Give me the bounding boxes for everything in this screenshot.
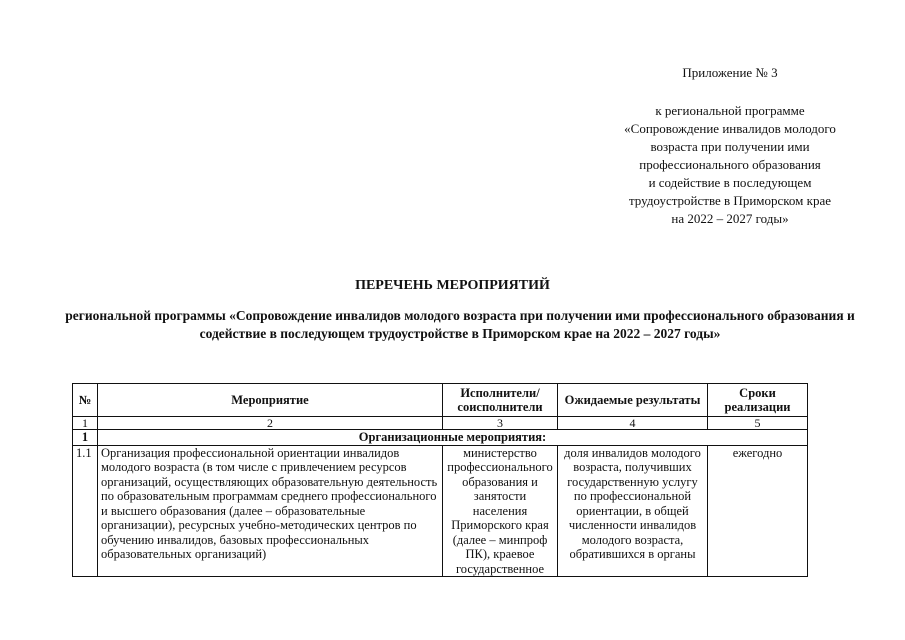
row-number: 1.1 [73, 445, 98, 577]
document-title: ПЕРЕЧЕНЬ МЕРОПРИЯТИЙ [355, 278, 550, 293]
column-number: 1 [73, 417, 98, 430]
column-number: 5 [708, 417, 808, 430]
appendix-number: Приложение № 3 [682, 65, 778, 80]
appendix-line: «Сопровождение инвалидов молодого [624, 121, 836, 136]
row-executors: министерство профессионального образования и занятости населения Приморского края (далее – минпроф ПК), краевое государственное [443, 445, 558, 577]
activities-table [72, 383, 808, 577]
appendix-line: возраста при получении ими [650, 139, 810, 154]
section-number: 1 [73, 430, 98, 446]
row-activity: Организация профессиональной ориентации инвалидов молодого возраста (в том числе с привлечением ресурсов организаций, осуществляющих образовательную деятельность по образовательным программам среднего профессионального и высшего образования (далее – образовательные организации), ресурсных учебно-методических центров по обучению инвалидов, базовых профессиональных образовательных организаций) [98, 445, 443, 577]
column-number: 4 [558, 417, 708, 430]
header-results: Ожидаемые результаты [558, 384, 708, 417]
header-executors: Исполнители/ соисполнители [443, 384, 558, 417]
document-subtitle: региональной программы «Сопровождение инвалидов молодого возраста при получении ими профессионального образования и содействие в последующем трудоустройстве в Приморском крае на 2022 – 2027 годы» [65, 308, 855, 341]
column-number: 3 [443, 417, 558, 430]
header-activity: Мероприятие [98, 384, 443, 417]
appendix-line: профессионального образования [639, 157, 821, 172]
header-number: № [73, 384, 98, 417]
appendix-block [585, 64, 875, 228]
row-results: доля инвалидов молодого возраста, получивших государственную услугу по профессиональной ориентации, в общей численности инвалидов молодого возраста, обратившихся в органы [558, 445, 708, 577]
appendix-line: к региональной программе [655, 103, 805, 118]
section-row [73, 430, 808, 446]
table-row [73, 445, 808, 577]
appendix-line: на 2022 – 2027 годы» [671, 211, 789, 226]
appendix-line: трудоустройстве в Приморском крае [628, 193, 832, 208]
header-terms: Сроки реализации [708, 384, 808, 417]
section-title: Организационные мероприятия: [98, 430, 808, 446]
column-number: 2 [98, 417, 443, 430]
row-terms: ежегодно [708, 445, 808, 577]
appendix-line: и содействие в последующем [648, 175, 812, 190]
column-numbers-row [73, 417, 808, 430]
table-header-row [73, 384, 808, 417]
